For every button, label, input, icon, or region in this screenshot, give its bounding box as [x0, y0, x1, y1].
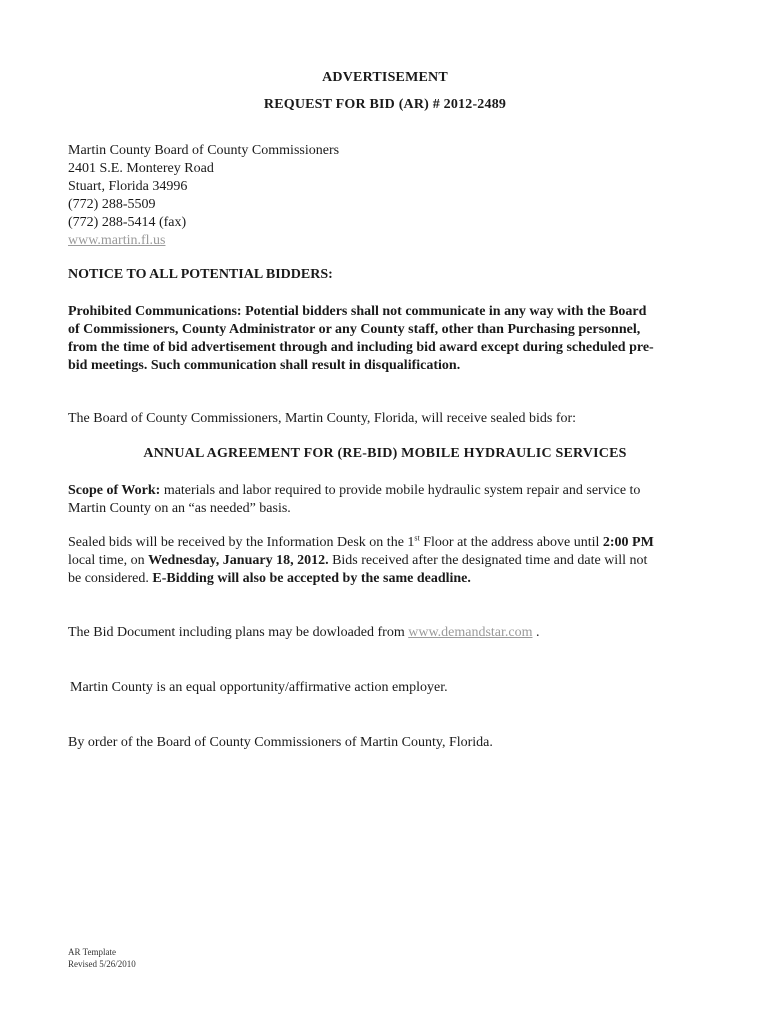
bid-title: ANNUAL AGREEMENT FOR (RE-BID) MOBILE HYDRAULIC SERVICES [143, 446, 627, 461]
download-end: . [532, 625, 540, 640]
download-paragraph [68, 624, 708, 642]
deadline-time: 2:00 PM [602, 535, 654, 550]
notice-line: of Commissioners, County Administrator or any County staff, other than Purchasing personnel, [68, 322, 641, 337]
sealed-text: local time, on [68, 553, 149, 568]
address-fax: (772) 288-5414 (fax) [68, 215, 187, 230]
sealed-text: be considered. [68, 571, 153, 586]
sealed-text: Floor at the address above until [419, 535, 603, 550]
page-subtitle: REQUEST FOR BID (AR) # 2012-2489 [263, 97, 507, 112]
address-city: Stuart, Florida 34996 [68, 179, 188, 194]
footer-template: AR Template [68, 947, 116, 957]
intro-paragraph: The Board of County Commissioners, Martin County, Florida, will receive sealed bids for: [68, 411, 577, 426]
prohibited-communications-paragraph [68, 303, 708, 375]
address-block [68, 142, 708, 250]
ebidding-note: E-Bidding will also be accepted by the same deadline. [152, 571, 471, 586]
notice-heading: NOTICE TO ALL POTENTIAL BIDDERS: [68, 267, 333, 282]
address-phone: (772) 288-5509 [68, 197, 156, 212]
ordinal-suffix: st [414, 533, 420, 543]
footer-revised: Revised 5/26/2010 [68, 959, 136, 969]
download-text: The Bid Document including plans may be dowloaded from [68, 625, 409, 640]
scope-paragraph [68, 482, 708, 518]
address-street: 2401 S.E. Monterey Road [68, 161, 214, 176]
deadline-date: Wednesday, January 18, 2012. [148, 553, 329, 568]
equal-opportunity-statement: Martin County is an equal opportunity/affirmative action employer. [70, 680, 448, 695]
page-title: ADVERTISEMENT [322, 70, 448, 85]
scope-text-line2: Martin County on an “as needed” basis. [68, 501, 291, 516]
by-order-statement: By order of the Board of County Commissioners of Martin County, Florida. [68, 735, 493, 750]
website-link[interactable]: www.martin.fl.us [68, 233, 166, 248]
scope-label: Scope of Work: [68, 483, 161, 498]
sealed-text: Bids received after the designated time and date will not [328, 553, 648, 568]
sealed-bids-paragraph [68, 534, 708, 588]
notice-line: Prohibited Communications: Potential bidders shall not communicate in any way with the Board [68, 304, 647, 319]
scope-text: materials and labor required to provide mobile hydraulic system repair and service to [160, 483, 641, 498]
notice-line: from the time of bid advertisement through and including bid award except during scheduled pre- [68, 340, 654, 355]
notice-line: bid meetings. Such communication shall result in disqualification. [68, 358, 461, 373]
footer [68, 946, 136, 970]
demandstar-link[interactable]: www.demandstar.com [408, 625, 533, 640]
sealed-text: Sealed bids will be received by the Information Desk on the 1 [68, 535, 415, 550]
address-org: Martin County Board of County Commissioners [68, 143, 340, 158]
